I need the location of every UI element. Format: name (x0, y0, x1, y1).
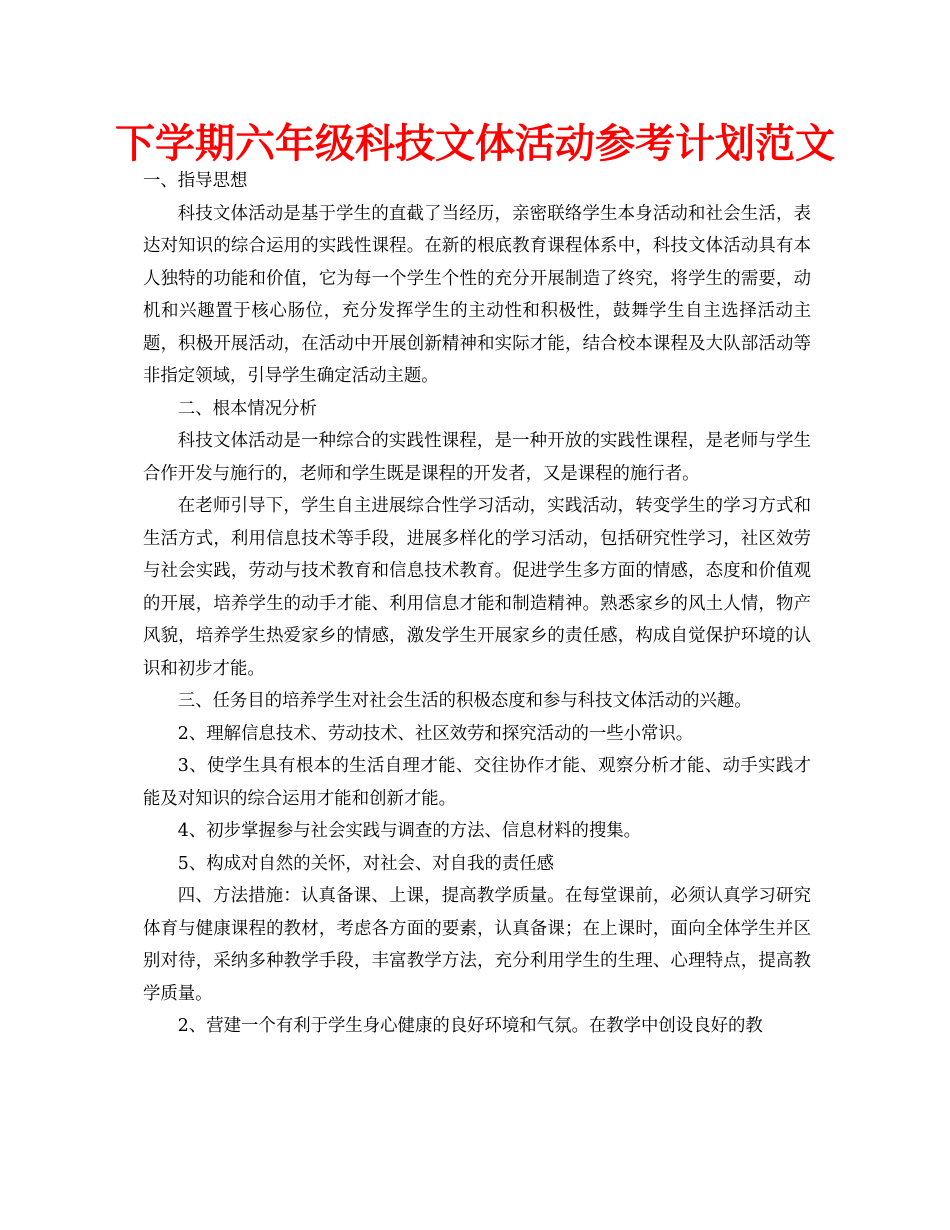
paragraph-goals-3: 3、使学生具有根本的生活自理才能、交往协作才能、观察分析才能、动手实践才能及对知识的综合运用才能和创新才能。 (143, 756, 811, 809)
paragraph-analysis-1: 科技文体活动是一种综合的实践性课程，是一种开放的实践性课程，是老师与学生合作开发与施行的，老师和学生既是课程的开发者，又是课程的施行者。 (143, 431, 811, 484)
paragraph-goals-2: 2、理解信息技术、劳动技术、社区效劳和探究活动的一些小常识。 (177, 723, 694, 744)
section-heading-basic-analysis: 二、根本情况分析 (177, 398, 317, 419)
document-title: 下学期六年级科技文体活动参考计划范文 (115, 120, 835, 167)
paragraph-goals-1: 三、任务目的培养学生对社会生活的积极态度和参与科技文体活动的兴趣。 (177, 691, 752, 711)
paragraph-measures-2: 2、营建一个有利于学生身心健康的良好环境和气氛。在教学中创设良好的教 (177, 1016, 763, 1036)
paragraph-goals-5: 5、构成对自然的关怀，对社会、对自我的责任感 (177, 853, 555, 874)
paragraph-guiding-ideology: 科技文体活动是基于学生的直截了当经历，亲密联络学生本身活动和社会生活，表达对知识的综合运用的实践性课程。在新的根底教育课程体系中，科技文体活动具有本人独特的功能和价值，它为每一个学生个性的充分开展制造了终究，将学生的需要，动机和兴趣置于核心肠位，充分发挥学生的主动性和积极性，鼓舞学生自主选择活动主题，积极开展活动，在活动中开展创新精神和实际才能，结合校本课程及大队部活动等非指定领域，引导学生确定活动主题。 (143, 203, 811, 386)
paragraph-analysis-2: 在老师引导下，学生自主进展综合性学习活动，实践活动，转变学生的学习方式和生活方式，利用信息技术等手段，进展多样化的学习活动，包括研究性学习，社区效劳与社会实践，劳动与技术教育和信息技术教育。促进学生多方面的情感，态度和价值观的开展，培养学生的动手才能、利用信息才能和制造精神。熟悉家乡的风土人情，物产风貌，培养学生热爱家乡的情感，激发学生开展家乡的责任感，构成自觉保护环境的认识和初步才能。 (143, 496, 811, 679)
document-body (143, 165, 811, 1043)
paragraph-measures-1: 四、方法措施：认真备课、上课，提高教学质量。在每堂课前，必须认真学习研究体育与健康课程的教材，考虑各方面的要素，认真备课；在上课时，面向全体学生并区别对待，采纳多种教学手段，丰富教学方法，充分利用学生的生理、心理特点，提高教学质量。 (143, 886, 811, 1004)
section-heading-guiding-ideology: 一、指导思想 (143, 171, 248, 191)
paragraph-goals-4: 4、初步掌握参与社会实践与调查的方法、信息材料的搜集。 (177, 821, 642, 841)
